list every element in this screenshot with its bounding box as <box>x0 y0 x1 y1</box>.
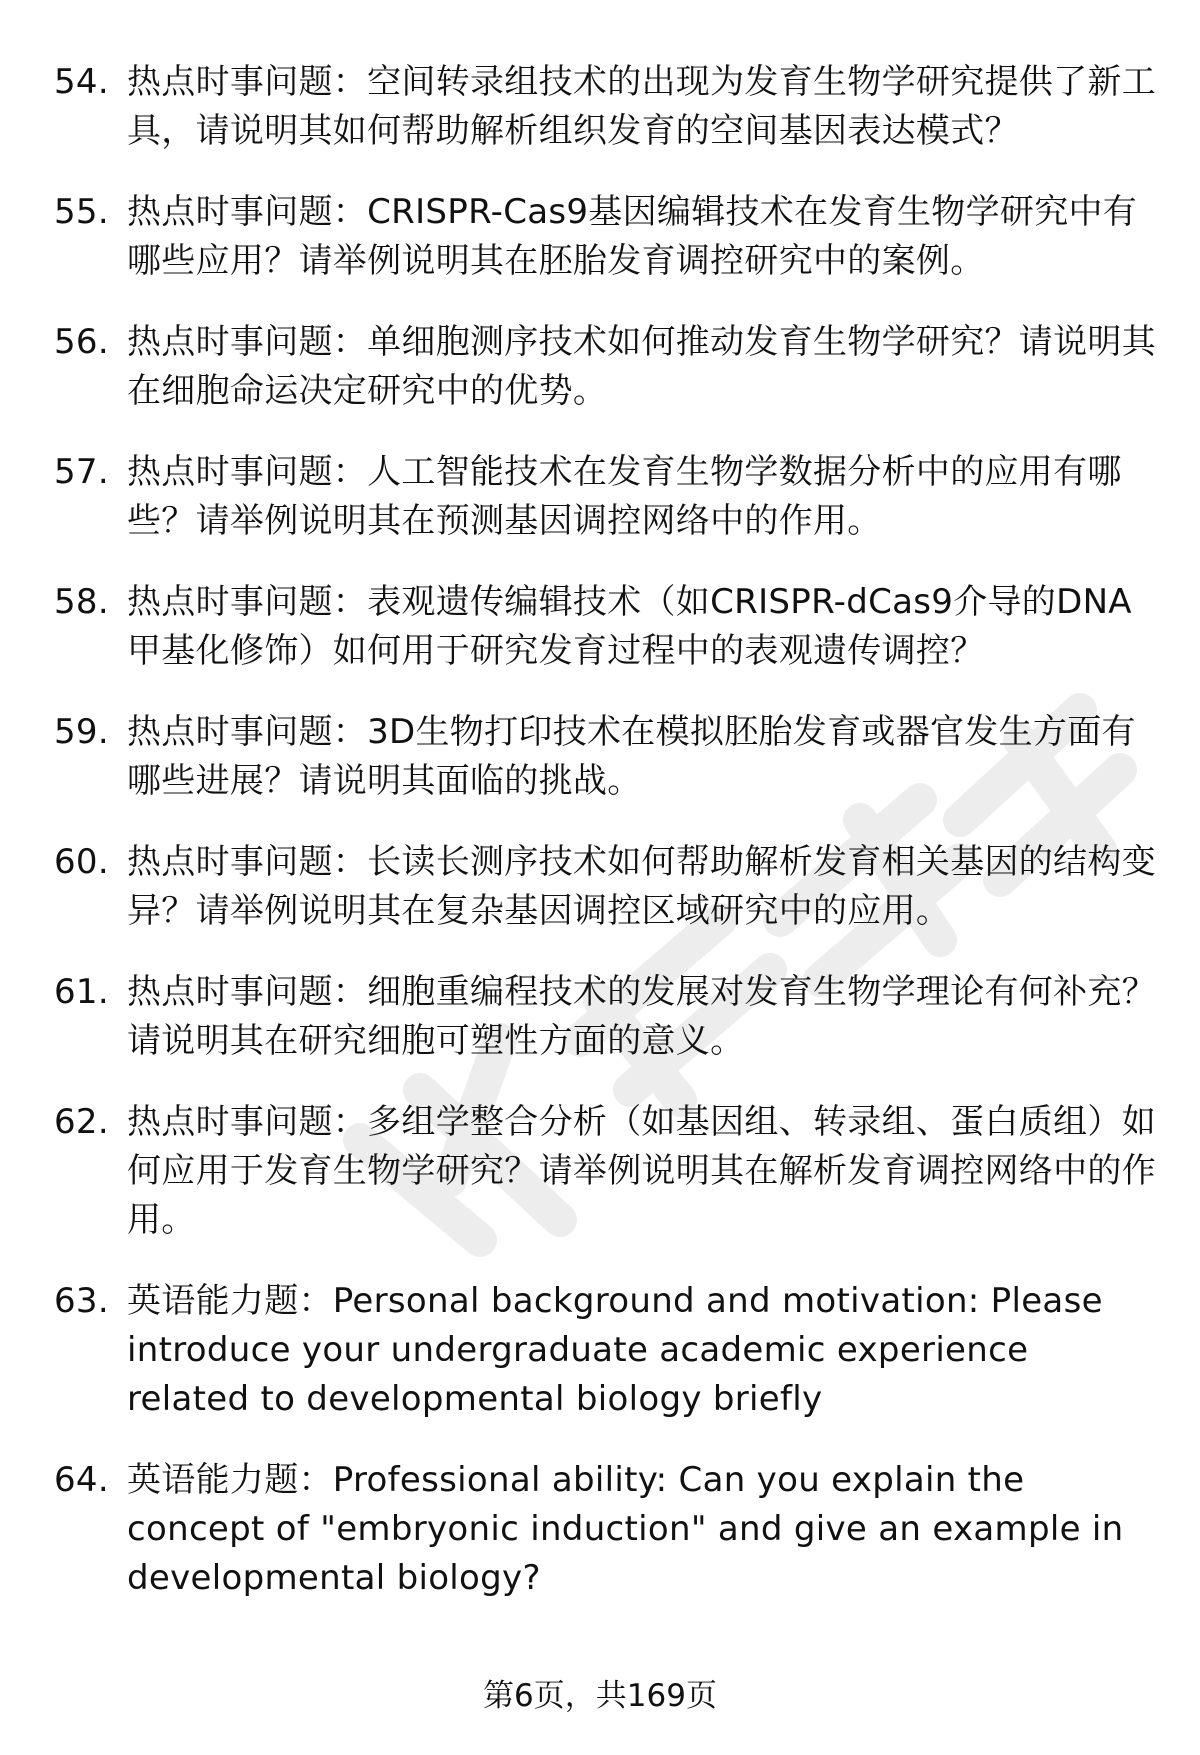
question-text: 热点时事问题：CRISPR-Cas9基因编辑技术在发育生物学研究中有哪些应用？请举例说明其在胚胎发育调控研究中的案例。 <box>127 192 1138 281</box>
question-text: 热点时事问题：长读长测序技术如何帮助解析发育相关基因的结构变异？请举例说明其在复杂基因调控区域研究中的应用。 <box>127 842 1156 931</box>
question-number: 62. <box>54 1102 109 1142</box>
page-number: 第6页，共169页 <box>483 1678 717 1714</box>
question-number: 64. <box>54 1460 109 1500</box>
question-text: 热点时事问题：单细胞测序技术如何推动发育生物学研究？请说明其在细胞命运决定研究中的优势。 <box>127 322 1156 411</box>
question-number: 59. <box>54 712 109 752</box>
question-number: 56. <box>54 322 109 362</box>
question-item <box>0 1277 1200 1424</box>
question-item <box>0 448 1200 546</box>
question-text: 英语能力题：Personal background and motivation: Please introduce your undergraduate academic experience related to developmental biology briefly <box>127 1281 1103 1419</box>
question-number: 63. <box>54 1281 109 1321</box>
question-text: 热点时事问题：空间转录组技术的出现为发育生物学研究提供了新工具，请说明其如何帮助解析组织发育的空间基因表达模式？ <box>127 62 1156 151</box>
question-item <box>0 318 1200 416</box>
question-item <box>0 838 1200 936</box>
question-number: 55. <box>54 192 109 232</box>
question-item <box>0 1098 1200 1245</box>
question-text: 热点时事问题：多组学整合分析（如基因组、转录组、蛋白质组）如何应用于发育生物学研究？请举例说明其在解析发育调控网络中的作用。 <box>127 1102 1156 1240</box>
question-list <box>0 58 1200 1635</box>
question-item <box>0 58 1200 156</box>
question-text: 英语能力题：Professional ability: Can you explain the concept of "embryonic induction" and give an example in developmental biology? <box>127 1460 1124 1598</box>
question-text: 热点时事问题：人工智能技术在发育生物学数据分析中的应用有哪些？请举例说明其在预测基因调控网络中的作用。 <box>127 452 1122 541</box>
question-item <box>0 708 1200 806</box>
question-text: 热点时事问题：3D生物打印技术在模拟胚胎发育或器官发生方面有哪些进展？请说明其面临的挑战。 <box>127 712 1136 801</box>
question-number: 54. <box>54 62 109 102</box>
question-item <box>0 578 1200 676</box>
question-text: 热点时事问题：表观遗传编辑技术（如CRISPR-dCas9介导的DNA甲基化修饰）如何用于研究发育过程中的表观遗传调控？ <box>127 582 1132 671</box>
question-item <box>0 968 1200 1066</box>
question-item <box>0 1456 1200 1603</box>
question-number: 60. <box>54 842 109 882</box>
question-item <box>0 188 1200 286</box>
question-number: 57. <box>54 452 109 492</box>
question-number: 61. <box>54 972 109 1012</box>
question-text: 热点时事问题：细胞重编程技术的发展对发育生物学理论有何补充？请说明其在研究细胞可塑性方面的意义。 <box>127 972 1156 1061</box>
question-number: 58. <box>54 582 109 622</box>
